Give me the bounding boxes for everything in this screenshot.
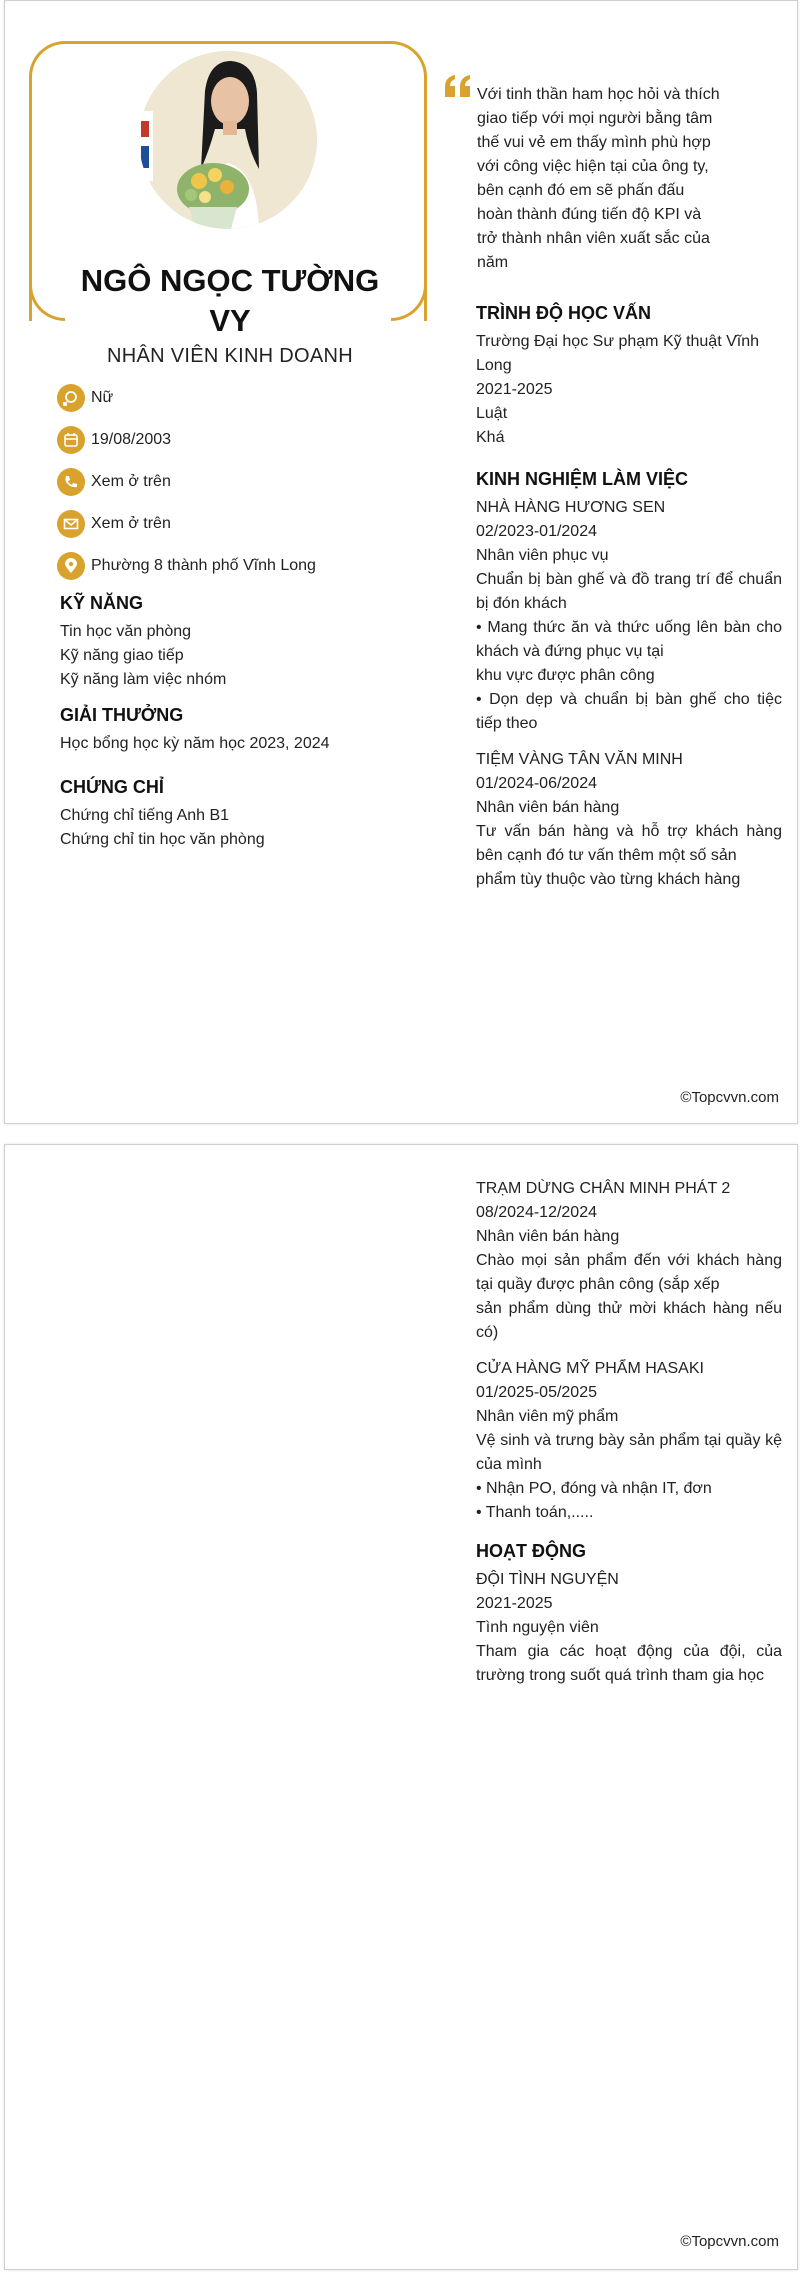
activity-org: ĐỘI TÌNH NGUYỆN: [476, 1571, 619, 1588]
skill-item: Kỹ năng giao tiếp: [60, 647, 184, 664]
skill-item: Kỹ năng làm việc nhóm: [60, 671, 227, 688]
education-grade: Khá: [476, 429, 505, 446]
job-desc-line: • Mang thức ăn và thức uống lên bàn cho khách và đứng phục vụ tại: [476, 619, 782, 660]
job-period: 01/2025-05/2025: [476, 1384, 597, 1401]
footer-brand: ©Topcvvn.com: [680, 2233, 779, 2250]
job-company: TIỆM VÀNG TÂN VĂN MINH: [476, 751, 683, 768]
job-desc-line: Chào mọi sản phẩm đến với khách hàng tại quầy được phân công (sắp xếp: [476, 1252, 782, 1293]
skills-section: [60, 593, 420, 692]
contact-info: [57, 377, 417, 587]
phone-icon: [57, 468, 85, 496]
job-entry: [476, 1177, 782, 1345]
cv-page-2: [4, 1144, 798, 2270]
job-desc-line: Vệ sinh và trưng bày sản phẩm tại quầy kệ của mình: [476, 1432, 782, 1473]
job-desc-line: • Dọn dẹp và chuẩn bị bàn ghế cho tiệc tiếp theo: [476, 691, 782, 732]
phone-value: Xem ở trên: [91, 473, 171, 490]
job-role: Nhân viên mỹ phẩm: [476, 1408, 619, 1425]
job-role: Nhân viên phục vụ: [476, 547, 609, 564]
certificates-heading: CHỨNG CHỈ: [60, 777, 164, 797]
skill-item: Tin học văn phòng: [60, 623, 192, 640]
job-period: 02/2023-01/2024: [476, 523, 597, 540]
skills-heading: KỸ NĂNG: [60, 593, 144, 613]
job-entry: [476, 496, 782, 736]
certificate-item: Chứng chỉ tiếng Anh B1: [60, 807, 230, 824]
job-desc-line: • Nhận PO, đóng và nhận IT, đơn: [476, 1480, 712, 1497]
location-pin-icon: [57, 552, 85, 580]
candidate-name: NGÔ NGỌC TƯỜNG VY: [80, 263, 380, 338]
award-item: Học bổng học kỳ năm học 2023, 2024: [60, 735, 330, 752]
email-value: Xem ở trên: [91, 515, 171, 532]
experience-continued: [476, 1177, 782, 1537]
contact-gender: [57, 377, 417, 419]
address-value: Phường 8 thành phố Vĩnh Long: [91, 557, 316, 574]
awards-heading: GIẢI THƯỞNG: [60, 705, 184, 725]
awards-section: [60, 705, 420, 756]
job-period: 08/2024-12/2024: [476, 1204, 597, 1221]
job-title: NHÂN VIÊN KINH DOANH: [106, 345, 354, 367]
experience-section: [476, 469, 782, 904]
quote-icon: [443, 73, 473, 99]
certificates-section: [60, 777, 420, 852]
job-desc-line: Tư vấn bán hàng và hỗ trợ khách hàng bên cạnh đó tư vấn thêm một số sản: [476, 823, 782, 864]
job-company: TRẠM DỪNG CHÂN MINH PHÁT 2: [476, 1180, 731, 1197]
cv-page-1: [4, 0, 798, 1124]
activity-desc: Tham gia các hoạt động của đội, của trường trong suốt quá trình tham gia học: [476, 1643, 782, 1684]
activities-section: [476, 1541, 782, 1688]
education-period: 2021-2025: [476, 381, 553, 398]
activity-period: 2021-2025: [476, 1595, 553, 1612]
contact-dob: [57, 419, 417, 461]
career-objective: Với tinh thần ham học hỏi và thích giao tiếp với mọi người bằng tâm thế vui vẻ em thấy mình phù hợp với công việc hiện tại của ông ty, bên cạnh đó em sẽ phấn đấu hoàn thành đúng tiến độ KPI và trở thành nhân viên xuất sắc của năm: [477, 86, 720, 271]
job-desc-line: Chuẩn bị bàn ghế và đồ trang trí để chuẩn bị đón khách: [476, 571, 782, 612]
gender-value: Nữ: [91, 389, 114, 406]
activities-heading: HOẠT ĐỘNG: [476, 1541, 586, 1561]
job-period: 01/2024-06/2024: [476, 775, 597, 792]
job-company: CỬA HÀNG MỸ PHẨM HASAKI: [476, 1360, 704, 1377]
job-entry: [476, 748, 782, 892]
email-icon: [57, 510, 85, 538]
job-desc-line: sản phẩm dùng thử mời khách hàng nếu có): [476, 1300, 782, 1341]
job-desc-line: khu vực được phân công: [476, 667, 655, 684]
activity-role: Tình nguyện viên: [476, 1619, 599, 1636]
job-entry: [476, 1357, 782, 1525]
experience-heading: KINH NGHIỆM LÀM VIỆC: [476, 469, 689, 489]
job-company: NHÀ HÀNG HƯƠNG SEN: [476, 499, 666, 516]
education-section: [476, 303, 782, 450]
dob-value: 19/08/2003: [91, 431, 172, 448]
education-heading: TRÌNH ĐỘ HỌC VẤN: [476, 303, 651, 323]
footer-brand: ©Topcvvn.com: [680, 1089, 779, 1106]
job-role: Nhân viên bán hàng: [476, 799, 620, 816]
calendar-icon: [57, 426, 85, 454]
job-desc-line: • Thanh toán,.....: [476, 1504, 594, 1521]
education-school: Trường Đại học Sư phạm Kỹ thuật Vĩnh Long: [476, 333, 760, 374]
contact-phone: [57, 461, 417, 503]
contact-address: [57, 545, 417, 587]
certificate-item: Chứng chỉ tin học văn phòng: [60, 831, 265, 848]
contact-email: [57, 503, 417, 545]
job-role: Nhân viên bán hàng: [476, 1228, 620, 1245]
education-major: Luật: [476, 405, 508, 422]
job-desc-line: phẩm tùy thuộc vào từng khách hàng: [476, 871, 741, 888]
avatar: [139, 51, 317, 229]
gender-icon: [57, 384, 85, 412]
